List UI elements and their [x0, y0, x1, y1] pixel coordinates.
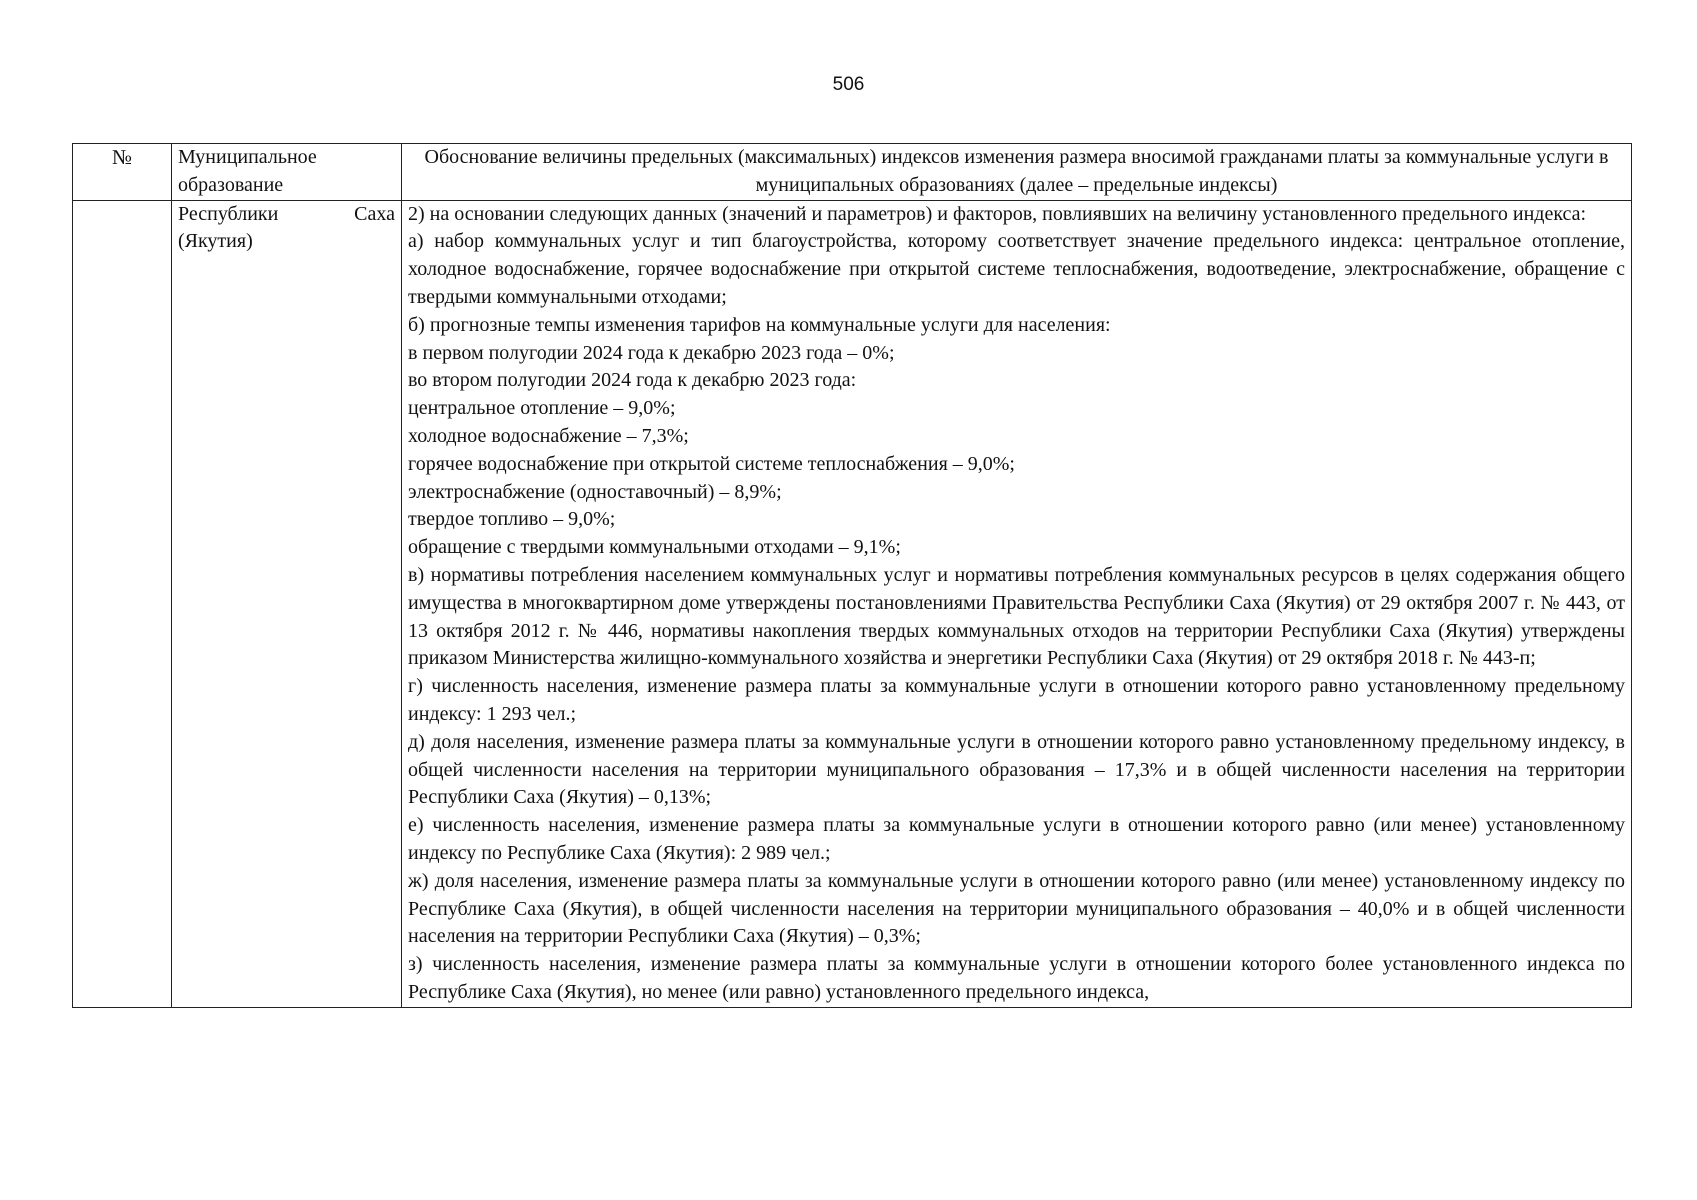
header-justification: Обоснование величины предельных (максимальных) индексов изменения размера вносимой гражданами платы за коммунальные услуги в муниципальных образованиях (далее – предельные индексы)	[402, 144, 1632, 201]
justification-table	[72, 143, 1632, 1008]
paragraph-v: в) нормативы потребления населением коммунальных услуг и нормативы потребления коммунальных ресурсов в целях содержания общего имущества в многоквартирном доме утверждены постановлениями Правительства Республики Саха (Якутия) от 29 октября 2007 г. № 443, от 13 октября 2012 г. № 446, нормативы накопления твердых коммунальных отходов на территории Республики Саха (Якутия) утверждены приказом Министерства жилищно-коммунального хозяйства и энергетики Республики Саха (Якутия) от 29 октября 2018 г. № 443-п;	[408, 563, 1625, 670]
rate-hot-water: горячее водоснабжение при открытой системе теплоснабжения – 9,0%;	[408, 452, 1015, 475]
paragraph-z: з) численность населения, изменение размера платы за коммунальные услуги в отношении которого более установленного индекса по Республике Саха (Якутия), но менее (или равно) установленного предельного индекса,	[408, 953, 1625, 1003]
paragraph-zh: ж) доля населения, изменение размера платы за коммунальные услуги в отношении которого равно (или менее) установленному индексу по Республике Саха (Якутия), в общей численности населения на территории муниципального образования – 40,0% и в общей численности населения на территории Республики Саха (Якутия) – 0,3%;	[408, 869, 1625, 948]
paragraph-a: а) набор коммунальных услуг и тип благоустройства, которому соответствует значение предельного индекса: центральное отопление, холодное водоснабжение, горячее водоснабжение при открытой системе теплоснабжения, водоотведение, электроснабжение, обращение с твердыми коммунальными отходами;	[408, 230, 1625, 308]
rate-solid-fuel: твердое топливо – 9,0%;	[408, 508, 616, 531]
paragraph-e: е) численность населения, изменение размера платы за коммунальные услуги в отношении которого равно (или менее) установленному индексу по Республике Саха (Якутия): 2 989 чел.;	[408, 814, 1625, 864]
municipality-rest: (Якутия)	[178, 230, 253, 253]
paragraph-b-first-half: в первом полугодии 2024 года к декабрю 2023 года – 0%;	[408, 341, 895, 364]
row-number-cell	[73, 200, 172, 1007]
page-number: 506	[832, 74, 865, 95]
rate-waste: обращение с твердыми коммунальными отходами – 9,1%;	[408, 536, 901, 559]
header-municipality: Муниципальное образование	[172, 144, 402, 201]
paragraph-b-second-half: во втором полугодии 2024 года к декабрю 2023 года:	[408, 369, 857, 392]
municipality-word-1: Республики	[178, 202, 279, 225]
municipality-word-2: Саха	[354, 202, 395, 225]
paragraph-intro: 2) на основании следующих данных (значений и параметров) и факторов, повлиявших на величину установленного предельного индекса:	[408, 202, 1587, 225]
rate-heating: центральное отопление – 9,0%;	[408, 397, 676, 420]
paragraph-d: д) доля населения, изменение размера платы за коммунальные услуги в отношении которого равно установленному предельному индексу, в общей численности населения на территории муниципального образования – 17,3% и в общей численности населения на территории Республики Саха (Якутия) – 0,13%;	[408, 730, 1625, 809]
municipality-cell	[172, 200, 402, 1007]
table-header-row	[73, 144, 1632, 201]
rate-cold-water: холодное водоснабжение – 7,3%;	[408, 424, 689, 447]
paragraph-b: б) прогнозные темпы изменения тарифов на коммунальные услуги для населения:	[408, 313, 1111, 336]
header-number: №	[73, 144, 172, 201]
rate-electricity: электроснабжение (одноставочный) – 8,9%;	[408, 480, 782, 503]
justification-cell	[402, 200, 1632, 1007]
table-row	[73, 200, 1632, 1007]
paragraph-g: г) численность населения, изменение размера платы за коммунальные услуги в отношении которого равно установленному предельному индексу: 1 293 чел.;	[408, 675, 1625, 725]
